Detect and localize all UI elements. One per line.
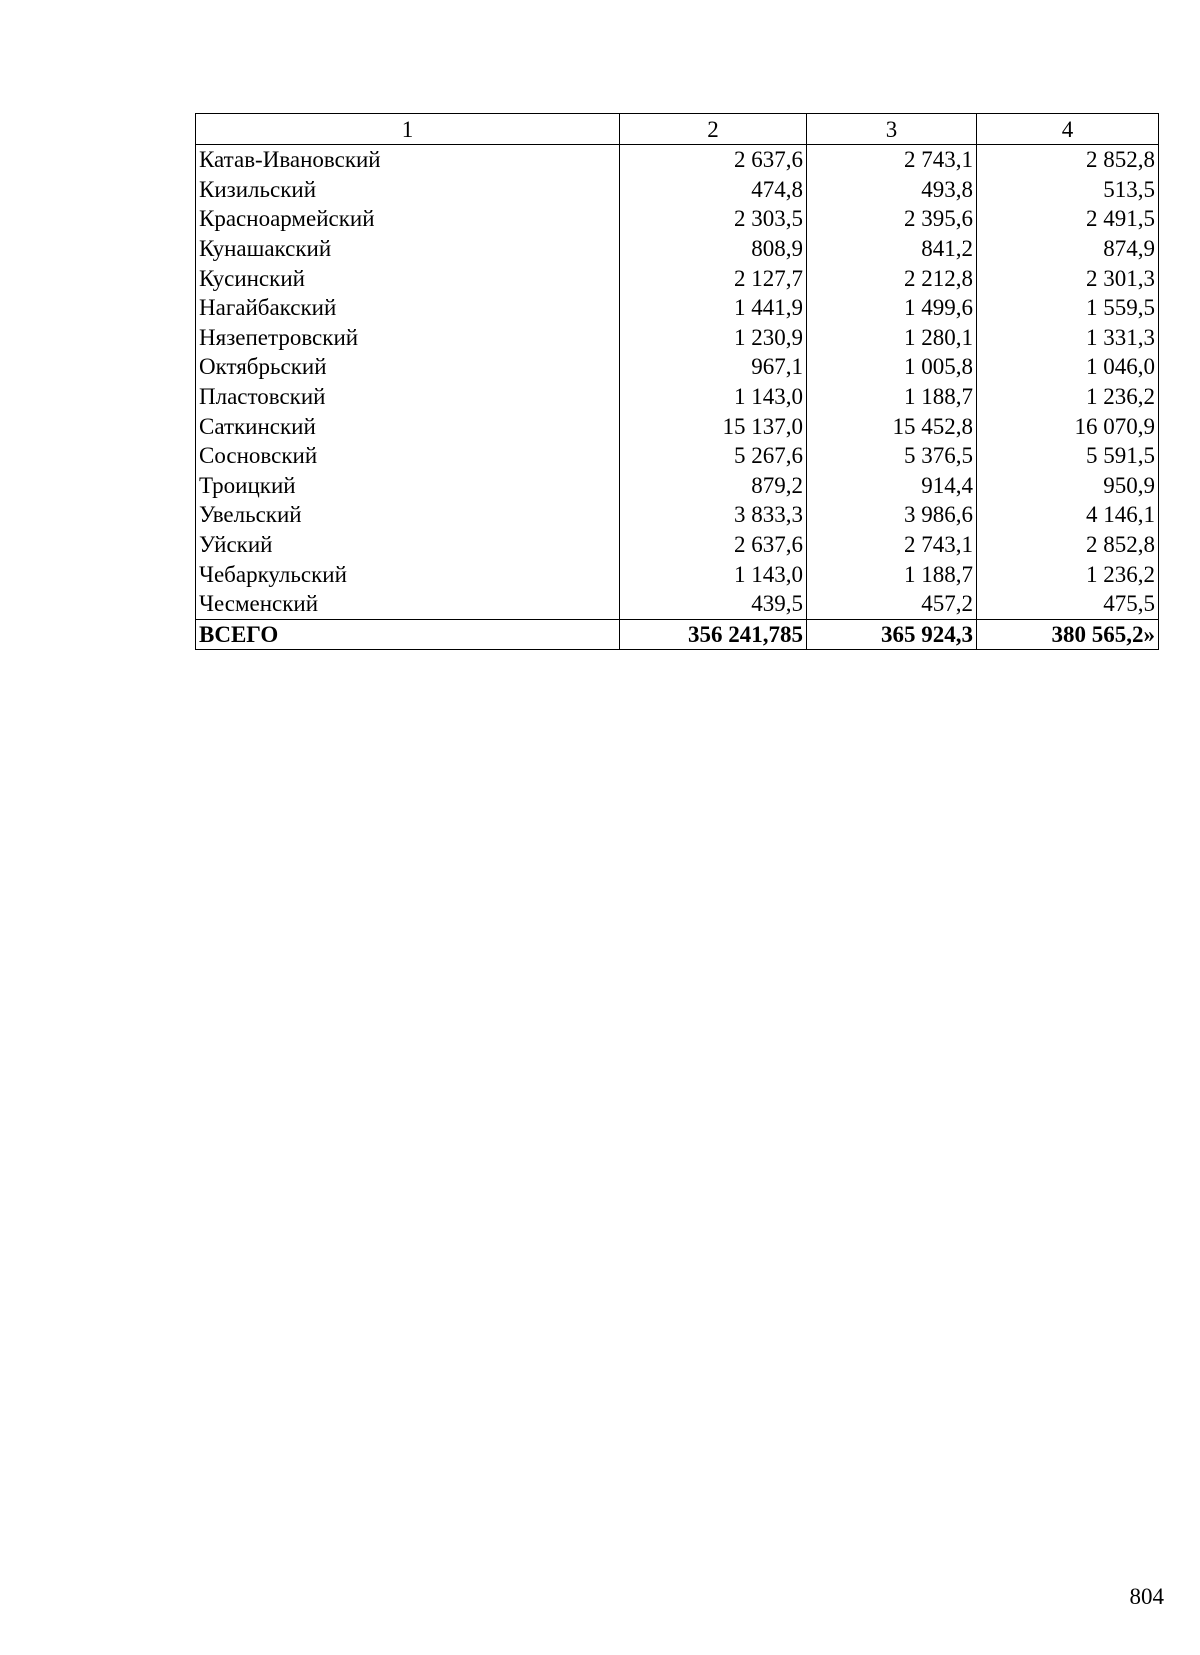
table-row xyxy=(196,500,1159,530)
district-name: Кизильский xyxy=(196,175,620,205)
value-col-3: 457,2 xyxy=(807,589,977,619)
header-cell-3: 3 xyxy=(807,114,977,145)
value-col-4: 2 852,8 xyxy=(977,530,1159,560)
page-number: 804 xyxy=(1129,1584,1164,1609)
table-row xyxy=(196,471,1159,501)
value-col-2: 5 267,6 xyxy=(620,441,807,471)
value-col-3: 1 280,1 xyxy=(807,323,977,353)
district-name: Саткинский xyxy=(196,411,620,441)
value-col-2: 1 143,0 xyxy=(620,382,807,412)
header-row xyxy=(196,114,1159,145)
table-row xyxy=(196,559,1159,589)
value-col-4: 16 070,9 xyxy=(977,411,1159,441)
value-col-2: 1 230,9 xyxy=(620,323,807,353)
table-body xyxy=(196,145,1159,650)
value-col-4: 1 046,0 xyxy=(977,352,1159,382)
value-col-3: 1 188,7 xyxy=(807,382,977,412)
district-name: Увельский xyxy=(196,500,620,530)
total-value-col-3: 365 924,3 xyxy=(807,619,977,650)
value-col-3: 493,8 xyxy=(807,175,977,205)
value-col-2: 2 637,6 xyxy=(620,145,807,175)
district-name: Троицкий xyxy=(196,471,620,501)
table-row xyxy=(196,589,1159,619)
district-name: Кунашакский xyxy=(196,234,620,264)
value-col-3: 15 452,8 xyxy=(807,411,977,441)
table-row xyxy=(196,352,1159,382)
value-col-4: 2 301,3 xyxy=(977,263,1159,293)
value-col-4: 950,9 xyxy=(977,471,1159,501)
table-row xyxy=(196,293,1159,323)
value-col-3: 1 005,8 xyxy=(807,352,977,382)
value-col-4: 1 331,3 xyxy=(977,323,1159,353)
value-col-2: 15 137,0 xyxy=(620,411,807,441)
header-cell-1: 1 xyxy=(196,114,620,145)
value-col-3: 3 986,6 xyxy=(807,500,977,530)
value-col-4: 4 146,1 xyxy=(977,500,1159,530)
total-row xyxy=(196,619,1159,650)
header-cell-4: 4 xyxy=(977,114,1159,145)
district-name: Красноармейский xyxy=(196,204,620,234)
value-col-3: 841,2 xyxy=(807,234,977,264)
value-col-3: 1 499,6 xyxy=(807,293,977,323)
table-row xyxy=(196,323,1159,353)
value-col-2: 474,8 xyxy=(620,175,807,205)
district-name: Сосновский xyxy=(196,441,620,471)
total-value-col-2: 356 241,785 xyxy=(620,619,807,650)
total-label: ВСЕГО xyxy=(196,619,620,650)
value-col-2: 2 637,6 xyxy=(620,530,807,560)
total-value-col-4: 380 565,2» xyxy=(977,619,1159,650)
district-name: Чебаркульский xyxy=(196,559,620,589)
table-row xyxy=(196,530,1159,560)
value-col-4: 5 591,5 xyxy=(977,441,1159,471)
value-col-4: 1 236,2 xyxy=(977,559,1159,589)
value-col-3: 2 743,1 xyxy=(807,530,977,560)
budget-table xyxy=(195,113,1159,650)
value-col-4: 874,9 xyxy=(977,234,1159,264)
table-row xyxy=(196,382,1159,412)
value-col-2: 3 833,3 xyxy=(620,500,807,530)
table-row xyxy=(196,441,1159,471)
value-col-3: 2 743,1 xyxy=(807,145,977,175)
district-name: Чесменский xyxy=(196,589,620,619)
value-col-2: 2 127,7 xyxy=(620,263,807,293)
district-name: Пластовский xyxy=(196,382,620,412)
value-col-2: 967,1 xyxy=(620,352,807,382)
value-col-3: 1 188,7 xyxy=(807,559,977,589)
district-name: Нагайбакский xyxy=(196,293,620,323)
value-col-2: 2 303,5 xyxy=(620,204,807,234)
table-row xyxy=(196,263,1159,293)
value-col-4: 1 236,2 xyxy=(977,382,1159,412)
table-row xyxy=(196,411,1159,441)
district-name: Кусинский xyxy=(196,263,620,293)
value-col-2: 808,9 xyxy=(620,234,807,264)
value-col-4: 475,5 xyxy=(977,589,1159,619)
table-row xyxy=(196,234,1159,264)
value-col-4: 1 559,5 xyxy=(977,293,1159,323)
value-col-3: 914,4 xyxy=(807,471,977,501)
value-col-2: 1 143,0 xyxy=(620,559,807,589)
district-name: Катав-Ивановский xyxy=(196,145,620,175)
table-row xyxy=(196,204,1159,234)
value-col-2: 879,2 xyxy=(620,471,807,501)
value-col-3: 2 395,6 xyxy=(807,204,977,234)
value-col-3: 2 212,8 xyxy=(807,263,977,293)
value-col-2: 439,5 xyxy=(620,589,807,619)
table-row xyxy=(196,175,1159,205)
value-col-3: 5 376,5 xyxy=(807,441,977,471)
value-col-4: 2 852,8 xyxy=(977,145,1159,175)
value-col-4: 513,5 xyxy=(977,175,1159,205)
district-name: Уйский xyxy=(196,530,620,560)
value-col-2: 1 441,9 xyxy=(620,293,807,323)
district-name: Октябрьский xyxy=(196,352,620,382)
header-cell-2: 2 xyxy=(620,114,807,145)
table-header xyxy=(196,114,1159,145)
district-name: Нязепетровский xyxy=(196,323,620,353)
value-col-4: 2 491,5 xyxy=(977,204,1159,234)
table-row xyxy=(196,145,1159,175)
